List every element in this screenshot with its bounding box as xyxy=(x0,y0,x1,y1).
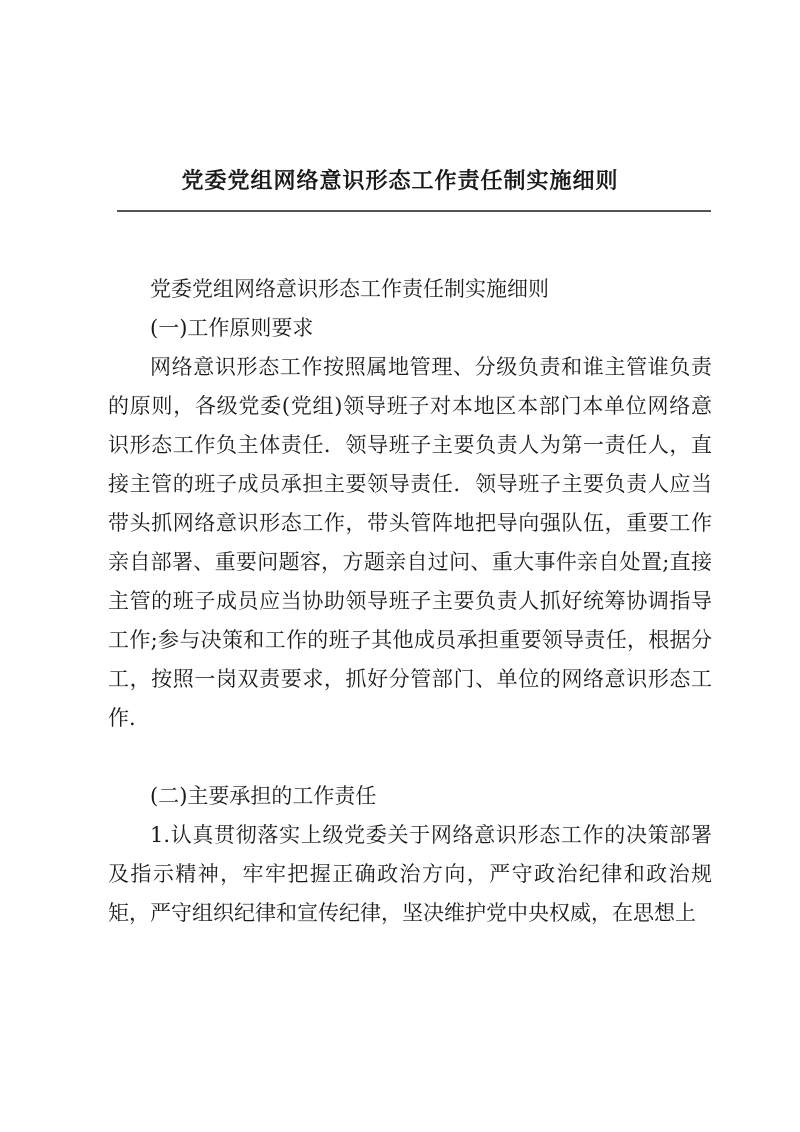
section-heading-1: (一)工作原则要求 xyxy=(150,316,314,340)
title-divider xyxy=(117,210,711,212)
document-subtitle: 党委党组网络意识形态工作责任制实施细则 xyxy=(150,277,549,301)
paragraph-spacer xyxy=(108,738,712,777)
document-title: 党委党组网络意识形态工作责任制实施细则 xyxy=(181,168,619,194)
section-paragraph-2: 1.认真贯彻落实上级党委关于网络意识形态工作的决策部署及指示精神，牢牢把握正确政治方向，严守政治纪律和政治规矩，严守组织纪律和宣传纪律，坚决维护党中央权威，在思想上 xyxy=(108,823,712,925)
section-paragraph-1: 网络意识形态工作按照属地管理、分级负责和谁主管谁负责的原则，各级党委(党组)领导班子对本地区本部门本单位网络意识形态工作负主体责任．领导班子主要负责人为第一责任人，直接主管的班子成员承担主要领导责任．领导班子主要负责人应当带头抓网络意识形态工作，带头管阵地把导向强队伍，重要工作亲自部署、重要问题容，方题亲自过问、重大事件亲自处置;直接主管的班子成员应当协助领导班子主要负责人抓好统筹协调指导工作;参与决策和工作的班子其他成员承担重要领导责任，根据分工，按照一岗双责要求，抓好分管部门、单位的网络意识形态工作. xyxy=(108,355,712,730)
document-body xyxy=(108,270,712,933)
section-heading-2: (二)主要承担的工作责任 xyxy=(150,784,377,808)
